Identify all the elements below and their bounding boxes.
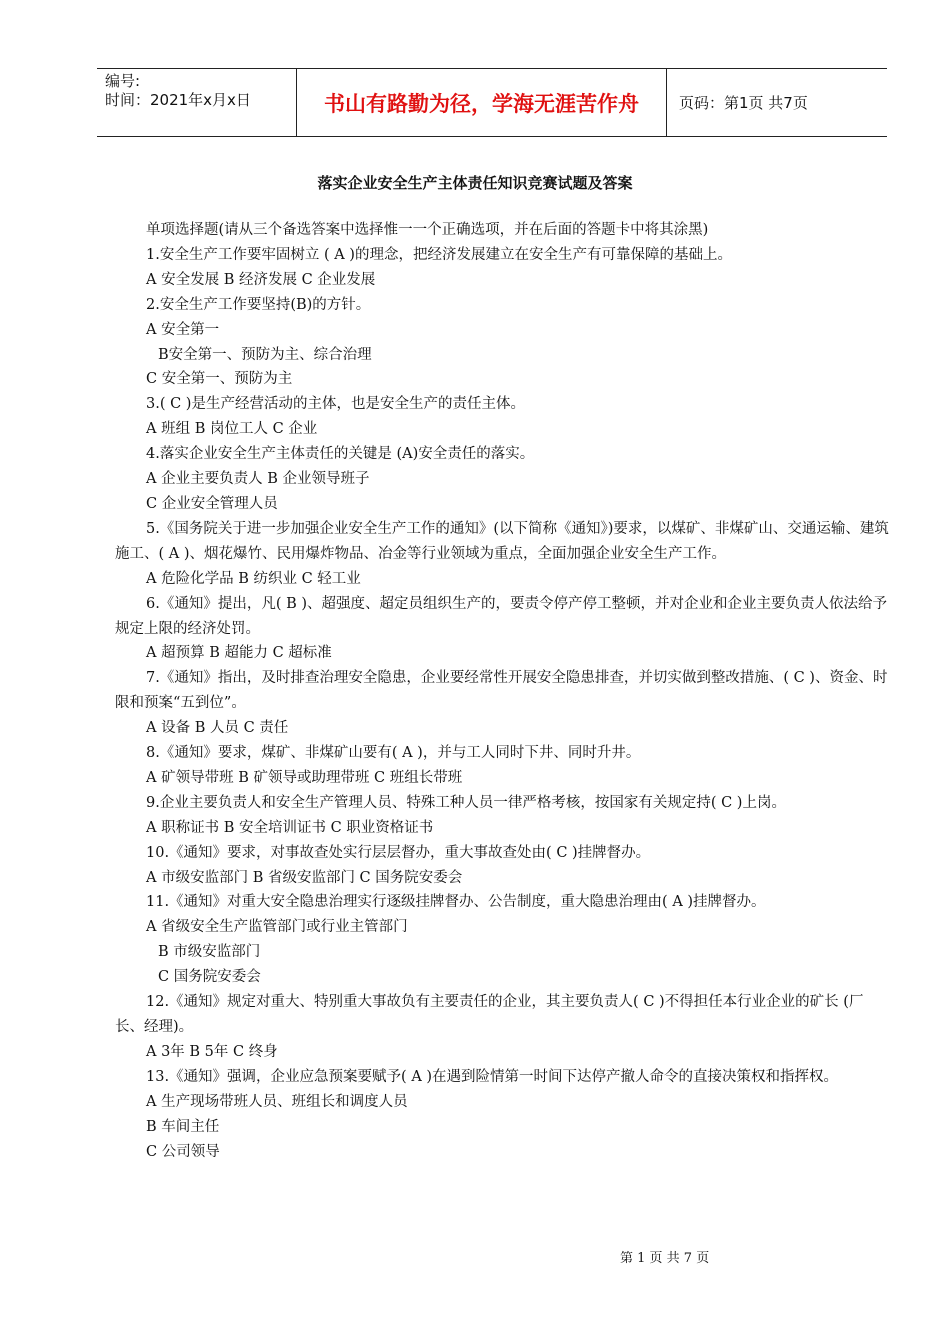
text-line: 1.安全生产工作要牢固树立 ( A )的理念，把经济发展建立在安全生产有可靠保障的基础上。 xyxy=(146,246,732,263)
text-line: 单项选择题(请从三个备选答案中选择惟一一个正确选项，并在后面的答题卡中将其涂黑) xyxy=(146,222,709,238)
text-line: 12.《通知》规定对重大、特别重大事故负有主要责任的企业，其主要负责人( C )不得担任本行业企业的矿长 (厂长、经理)。 xyxy=(115,994,864,1035)
text-line: 2.安全生产工作要坚持(B)的方针。 xyxy=(146,296,371,313)
text-line: 13.《通知》强调，企业应急预案要赋予( A )在遇到险情第一时间下达停产撤人命令的直接决策权和指挥权。 xyxy=(146,1068,839,1085)
text-line: C 安全第一、预防为主 xyxy=(146,371,293,388)
text-line: A 危险化学品 B 纺织业 C 轻工业 xyxy=(146,570,361,587)
text-line: C 企业安全管理人员 xyxy=(146,495,278,512)
text-line: C 公司领导 xyxy=(146,1143,220,1160)
text-line: 9.企业主要负责人和安全生产管理人员、特殊工种人员一律严格考核，按国家有关规定持( C )上岗。 xyxy=(146,794,786,811)
text-line: 4.落实企业安全生产主体责任的关键是 (A)安全责任的落实。 xyxy=(146,446,535,463)
text-line: A 班组 B 岗位工人 C 企业 xyxy=(146,421,318,438)
text-line: 5.《国务院关于进一步加强企业安全生产工作的通知》(以下简称《通知》)要求，以煤矿、非煤矿山、交通运输、建筑施工、( A )、烟花爆竹、民用爆炸物品、冶金等行业领域为重点，全面加强企业安全生产工作。 xyxy=(115,520,889,562)
page-footer: 第 1 页 共 7 页 xyxy=(620,1251,710,1266)
text-line: 3.( C )是生产经营活动的主体，也是安全生产的责任主体。 xyxy=(146,396,525,413)
text-line: A 矿领导带班 B 矿领导或助理带班 C 班组长带班 xyxy=(146,769,463,786)
text-line: A 市级安监部门 B 省级安监部门 C 国务院安委会 xyxy=(146,869,463,886)
document-title: 落实企业安全生产主体责任知识竞赛试题及答案 xyxy=(317,174,633,192)
header-page-label: 页码：第1页 共7页 xyxy=(679,94,808,112)
text-line: A 企业主要负责人 B 企业领导班子 xyxy=(146,471,370,488)
text-line: 6.《通知》提出，凡( B )、超强度、超定员组织生产的，要责令停产停工整顿，并对企业和企业主要负责人依法给予规定上限的经济处罚。 xyxy=(115,595,888,637)
text-line: B 市级安监部门 xyxy=(158,944,261,961)
text-line: C 国务院安委会 xyxy=(158,969,261,986)
text-line: A 省级安全生产监管部门或行业主管部门 xyxy=(146,919,408,936)
text-line: 8.《通知》要求，煤矿、非煤矿山要有( A )，并与工人同时下井、同时升井。 xyxy=(146,745,641,762)
text-line: A 设备 B 人员 C 责任 xyxy=(146,720,289,737)
time-label: 时间：2021年x月x日 xyxy=(105,91,251,109)
text-line: 10.《通知》要求，对事故查处实行层层督办，重大事故查处由( C )挂牌督办。 xyxy=(146,844,651,861)
text-line: A 生产现场带班人员、班组长和调度人员 xyxy=(146,1093,408,1110)
text-line: A 安全发展 B 经济发展 C 企业发展 xyxy=(146,271,376,288)
question-body xyxy=(115,218,890,1164)
text-line: A 3年 B 5年 C 终身 xyxy=(146,1043,278,1060)
page-header xyxy=(97,68,887,137)
text-line: A 职称证书 B 安全培训证书 C 职业资格证书 xyxy=(146,819,434,836)
header-meta xyxy=(97,69,297,136)
text-line: B 车间主任 xyxy=(146,1118,220,1135)
number-label: 编号: xyxy=(105,72,141,90)
text-line: B安全第一、预防为主、综合治理 xyxy=(158,346,372,363)
text-line: A 安全第一 xyxy=(146,321,220,338)
header-motto: 书山有路勤为径，学海无涯苦作舟 xyxy=(297,69,667,136)
text-line: 11.《通知》对重大安全隐患治理实行逐级挂牌督办、公告制度，重大隐患治理由( A )挂牌督办。 xyxy=(146,894,766,911)
text-line: A 超预算 B 超能力 C 超标准 xyxy=(146,645,332,662)
text-line: 7.《通知》指出，及时排查治理安全隐患，企业要经常性开展安全隐患排查，并切实做到整改措施、( C )、资金、时限和预案“五到位”。 xyxy=(115,670,888,712)
